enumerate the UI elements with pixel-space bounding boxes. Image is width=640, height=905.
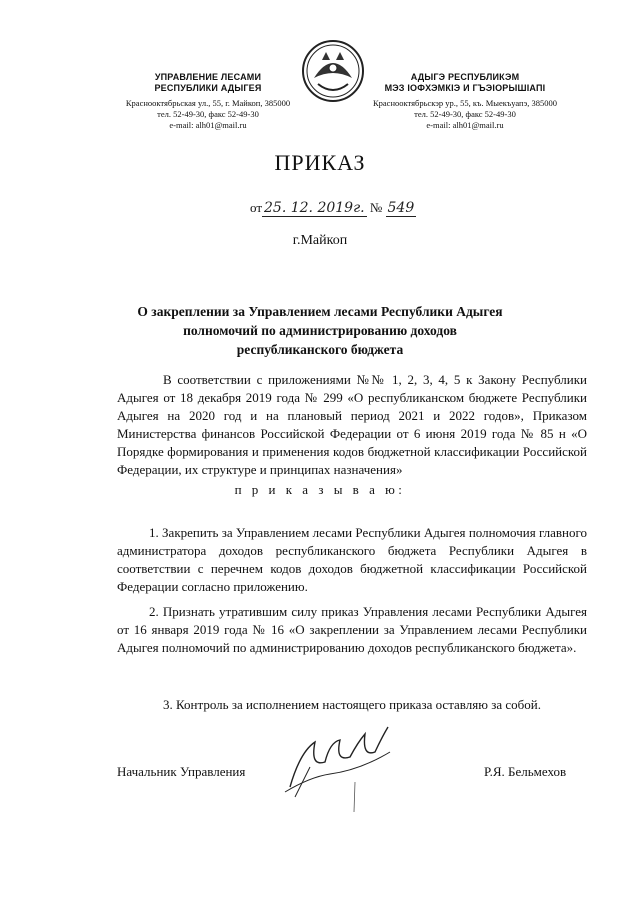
handwritten-signature bbox=[270, 712, 400, 822]
header-left-org-line1: УПРАВЛЕНИЕ ЛЕСАМИ bbox=[154, 72, 262, 82]
header-right-org-line2: МЭЗ ІОФХЭМКІЭ И ГЪЭІОРЫШІАПІ bbox=[384, 83, 546, 93]
clause-1-paragraph: 1. Закрепить за Управлением лесами Республики Адыгея полномочия главного администратора доходов республиканского бюджета Республики Адыгея в соответствии с перечнем кодов доходов бюджетной классификации Российской Федерации согласно приложению. bbox=[117, 525, 587, 594]
clause-3-paragraph: 3. Контроль за исполнением настоящего приказа оставляю за собой. bbox=[163, 697, 541, 712]
signatory-name: Р.Я. Бельмехов bbox=[484, 764, 567, 779]
header-left-email: e-mail: alh01@mail.ru bbox=[169, 120, 247, 130]
header-right-phone: тел. 52-49-30, факс 52-49-30 bbox=[414, 109, 516, 119]
city-label: г.Майкоп bbox=[292, 233, 348, 248]
header-left-phone: тел. 52-49-30, факс 52-49-30 bbox=[157, 109, 259, 119]
header-right-address: Краснооктябрьскэр ур., 55, къ. Мыекъуапэ, 385000 bbox=[372, 98, 558, 108]
document-title: ПРИКАЗ bbox=[274, 150, 366, 175]
header-right-email: e-mail: alh01@mail.ru bbox=[426, 120, 504, 130]
document-subject bbox=[130, 302, 510, 359]
order-number-label: № bbox=[369, 200, 383, 215]
header-right-block bbox=[360, 72, 570, 131]
order-date: 25. 12. 2019г. bbox=[264, 200, 365, 216]
coat-of-arms-icon bbox=[300, 38, 366, 108]
header-left-address: Краснооктябрьская ул., 55, г. Майкоп, 385000 bbox=[125, 98, 291, 108]
subject-line: полномочий по администрированию доходов bbox=[183, 323, 457, 338]
header-left-org-line2: РЕСПУБЛИКИ АДЫГЕЯ bbox=[154, 83, 262, 93]
clause-2-paragraph: 2. Признать утратившим силу приказ Управления лесами Республики Адыгея от 16 января 2019 года № 16 «О закреплении за Управлением лесами Республики Адыгея полномочий по администрированию доходов республиканского бюджета». bbox=[117, 604, 587, 655]
preamble-paragraph: В соответствии с приложениями №№ 1, 2, 3, 4, 5 к Закону Республики Адыгея от 18 декабря 2019 года № 299 «О республиканском бюджете Республики Адыгея на 2020 год и на плановый период 2021 и 2022 годов», Приказом Министерства финансов Российской Федерации от 6 июня 2019 года № 85 н «О Порядке формирования и применения кодов бюджетной классификации Российской Федерации, их структуре и принципах назначения» bbox=[117, 372, 587, 477]
header-left-block bbox=[108, 72, 308, 131]
subject-line: республиканского бюджета bbox=[236, 342, 404, 357]
order-number: 549 bbox=[387, 200, 415, 216]
header-right-org-line1: АДЫГЭ РЕСПУБЛИКЭМ bbox=[410, 72, 520, 82]
order-from-label: от bbox=[250, 200, 263, 215]
order-date-number bbox=[250, 200, 450, 216]
subject-line: О закреплении за Управлением лесами Республики Адыгея bbox=[137, 304, 503, 319]
signatory-position: Начальник Управления bbox=[117, 764, 246, 779]
prikazyvayu-label: п р и к а з ы в а ю: bbox=[234, 482, 406, 497]
